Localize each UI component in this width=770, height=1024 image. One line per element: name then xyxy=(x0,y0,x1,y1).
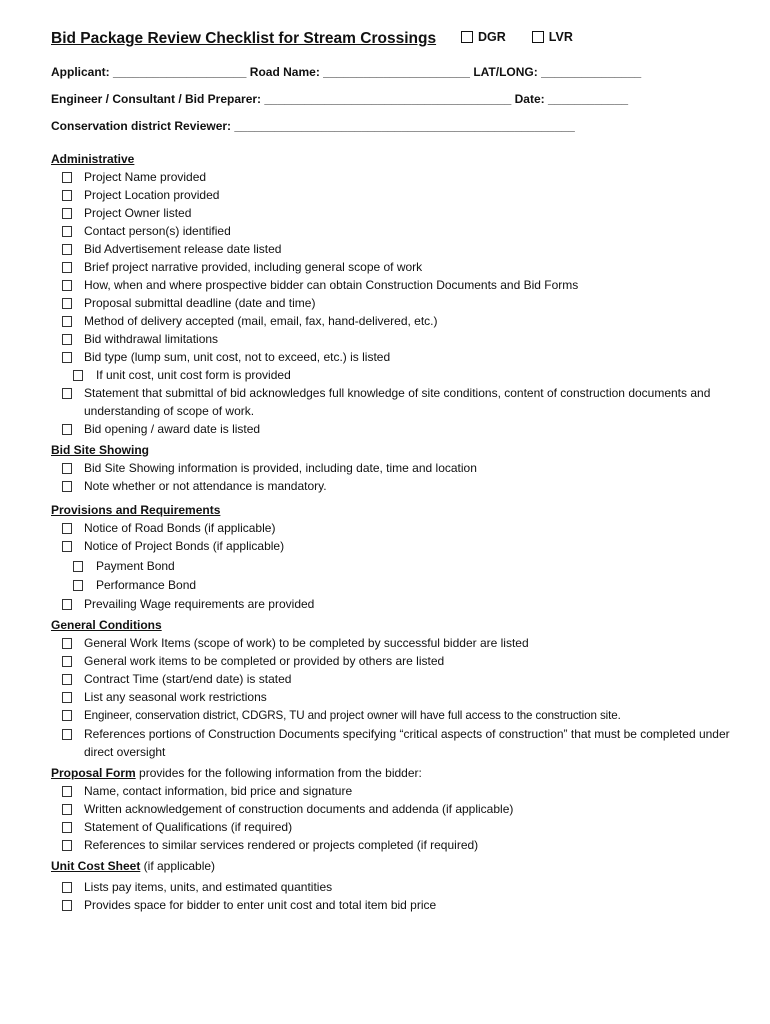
proposal-list xyxy=(51,782,731,854)
dgr-label: DGR xyxy=(478,30,506,44)
unit-cost-list xyxy=(51,878,731,914)
checkbox[interactable] xyxy=(62,316,72,327)
list-item[interactable]: Lists pay items, units, and estimated quantities xyxy=(51,878,731,896)
checkbox[interactable] xyxy=(62,226,72,237)
checkbox[interactable] xyxy=(62,710,72,721)
checkbox[interactable] xyxy=(62,523,72,534)
checkbox[interactable] xyxy=(73,561,83,572)
engineer-line[interactable]: Engineer / Consultant / Bid Preparer: _____________________________________ Date: ____________ xyxy=(51,92,629,106)
checkbox[interactable] xyxy=(62,352,72,363)
list-item[interactable]: Contact person(s) identified xyxy=(51,222,731,240)
sub-list-item[interactable]: Performance Bond xyxy=(51,576,731,594)
general-list xyxy=(51,634,731,761)
checkbox[interactable] xyxy=(62,463,72,474)
list-item[interactable]: Name, contact information, bid price and signature xyxy=(51,782,731,800)
provisions-list xyxy=(51,519,731,613)
dgr-option[interactable] xyxy=(461,30,506,44)
list-item[interactable]: Project Location provided xyxy=(51,186,731,204)
list-item[interactable]: Bid Advertisement release date listed xyxy=(51,240,731,258)
list-item[interactable]: Brief project narrative provided, including general scope of work xyxy=(51,258,731,276)
sub-list-item[interactable]: Payment Bond xyxy=(51,557,731,575)
checkbox[interactable] xyxy=(62,298,72,309)
list-item[interactable]: Note whether or not attendance is mandatory. xyxy=(51,477,731,495)
list-item[interactable]: Notice of Road Bonds (if applicable) xyxy=(51,519,731,537)
list-item[interactable]: List any seasonal work restrictions xyxy=(51,688,731,706)
list-item[interactable]: References to similar services rendered or projects completed (if required) xyxy=(51,836,731,854)
checkbox[interactable] xyxy=(73,370,83,381)
checkbox[interactable] xyxy=(62,882,72,893)
lvr-checkbox[interactable] xyxy=(532,31,544,43)
list-item[interactable]: Engineer, conservation district, CDGRS, TU and project owner will have full access to the construction site. xyxy=(51,706,731,725)
proposal-form-note: provides for the following information from the bidder: xyxy=(135,766,422,780)
list-item[interactable]: References portions of Construction Documents specifying “critical aspects of construction” that must be completed under direct oversight xyxy=(51,725,731,761)
section-administrative: Administrative xyxy=(51,152,135,166)
checkbox[interactable] xyxy=(62,244,72,255)
checkbox[interactable] xyxy=(62,840,72,851)
checkbox[interactable] xyxy=(62,424,72,435)
list-item[interactable]: Notice of Project Bonds (if applicable) xyxy=(51,537,731,555)
applicant-line[interactable]: Applicant: ____________________ Road Name: ______________________ LAT/LONG: _______________ xyxy=(51,65,642,79)
checkbox[interactable] xyxy=(62,804,72,815)
list-item[interactable]: Statement of Qualifications (if required) xyxy=(51,818,731,836)
administrative-list xyxy=(51,168,731,438)
lvr-option[interactable] xyxy=(532,30,573,44)
checkbox[interactable] xyxy=(62,786,72,797)
checkbox[interactable] xyxy=(62,638,72,649)
checkbox[interactable] xyxy=(62,190,72,201)
proposal-form-heading: Proposal Form xyxy=(51,766,136,780)
list-item[interactable]: How, when and where prospective bidder can obtain Construction Documents and Bid Forms xyxy=(51,276,731,294)
checkbox[interactable] xyxy=(62,481,72,492)
checkbox[interactable] xyxy=(62,208,72,219)
list-item[interactable]: General Work Items (scope of work) to be completed by successful bidder are listed xyxy=(51,634,731,652)
checkbox[interactable] xyxy=(62,262,72,273)
checklist-page xyxy=(51,30,731,914)
list-item[interactable]: Proposal submittal deadline (date and time) xyxy=(51,294,731,312)
section-provisions: Provisions and Requirements xyxy=(51,503,221,517)
section-proposal-form xyxy=(51,764,731,782)
title-row xyxy=(51,30,731,54)
checkbox[interactable] xyxy=(62,172,72,183)
section-bid-site-showing: Bid Site Showing xyxy=(51,443,149,457)
list-item[interactable]: Project Name provided xyxy=(51,168,731,186)
checkbox[interactable] xyxy=(62,334,72,345)
section-unit-cost-sheet xyxy=(51,857,731,875)
checkbox[interactable] xyxy=(62,388,72,399)
checkbox[interactable] xyxy=(62,656,72,667)
list-item[interactable]: Contract Time (start/end date) is stated xyxy=(51,670,731,688)
checkbox[interactable] xyxy=(62,599,72,610)
list-item[interactable]: Bid opening / award date is listed xyxy=(51,420,731,438)
list-item[interactable]: Bid type (lump sum, unit cost, not to exceed, etc.) is listed xyxy=(51,348,731,366)
bid-site-list xyxy=(51,459,731,495)
checkbox[interactable] xyxy=(62,692,72,703)
list-item[interactable]: Bid withdrawal limitations xyxy=(51,330,731,348)
list-item[interactable]: Prevailing Wage requirements are provided xyxy=(51,595,731,613)
list-item[interactable]: Method of delivery accepted (mail, email, fax, hand-delivered, etc.) xyxy=(51,312,731,330)
list-item[interactable]: Statement that submittal of bid acknowledges full knowledge of site conditions, content of construction documents and understanding of scope of work. xyxy=(51,384,731,420)
reviewer-line[interactable]: Conservation district Reviewer: ___________________________________________________ xyxy=(51,119,575,133)
checkbox[interactable] xyxy=(62,822,72,833)
dgr-checkbox[interactable] xyxy=(461,31,473,43)
list-item[interactable]: Project Owner listed xyxy=(51,204,731,222)
unit-cost-note: (if applicable) xyxy=(140,859,216,873)
page-title: Bid Package Review Checklist for Stream Crossings xyxy=(51,30,437,47)
checkbox[interactable] xyxy=(62,900,72,911)
list-item[interactable]: Written acknowledgement of construction documents and addenda (if applicable) xyxy=(51,800,731,818)
checkbox[interactable] xyxy=(62,541,72,552)
checkbox[interactable] xyxy=(62,729,72,740)
sub-list-item[interactable]: If unit cost, unit cost form is provided xyxy=(51,366,731,384)
checkbox[interactable] xyxy=(73,580,83,591)
lvr-label: LVR xyxy=(548,30,573,44)
section-general-conditions: General Conditions xyxy=(51,618,162,632)
unit-cost-heading: Unit Cost Sheet xyxy=(51,859,141,873)
checkbox[interactable] xyxy=(62,674,72,685)
checkbox[interactable] xyxy=(62,280,72,291)
list-item[interactable]: Provides space for bidder to enter unit cost and total item bid price xyxy=(51,896,731,914)
list-item[interactable]: General work items to be completed or provided by others are listed xyxy=(51,652,731,670)
list-item[interactable]: Bid Site Showing information is provided, including date, time and location xyxy=(51,459,731,477)
